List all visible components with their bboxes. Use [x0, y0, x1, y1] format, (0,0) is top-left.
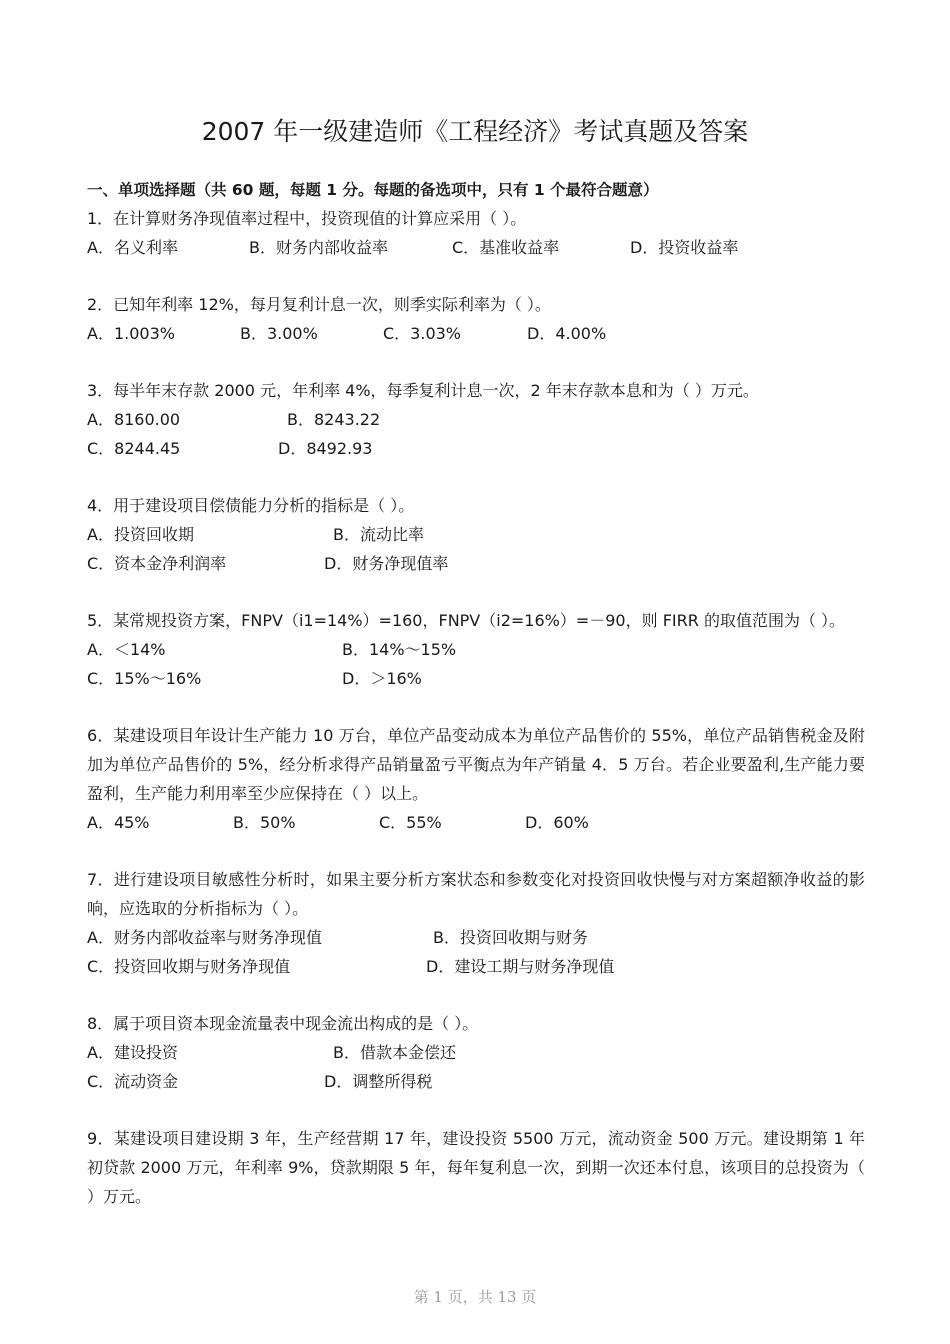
option-d: D．建设工期与财务净现值 — [426, 957, 615, 976]
option-d: D．投资收益率 — [630, 238, 739, 257]
option-a: A．财务内部收益率与财务净现值 — [87, 928, 322, 947]
document-title: 2007 年一级建造师《工程经济》考试真题及答案 — [201, 117, 749, 146]
option-a: A．8160.00 — [87, 410, 181, 429]
option-b: B．3.00% — [240, 324, 318, 343]
option-c: C．流动资金 — [87, 1072, 179, 1091]
option-a: A．45% — [87, 813, 150, 832]
option-b: B．14%～15% — [342, 640, 457, 659]
option-d: D．＞16% — [342, 669, 422, 688]
question-stem: 6．某建设项目年设计生产能力 10 万台，单位产品变动成本为单位产品售价的 55%，单位产品销售税金及附加为单位产品售价的 5%，经分析求得产品销量盈亏平衡点为年产销量 4．5 万台。若企业要盈利,生产能力要盈利，生产能力利用率至少应保持在（ ）以上。 — [87, 726, 865, 803]
question-stem: 8．属于项目资本现金流量表中现金流出构成的是（ ）。 — [87, 1014, 479, 1033]
option-b: B．流动比率 — [333, 525, 424, 544]
option-d: D．60% — [525, 813, 589, 832]
option-d: D．4.00% — [527, 324, 607, 343]
option-a: A．名义利率 — [87, 238, 178, 257]
question-stem: 3．每半年末存款 2000 元，年利率 4%，每季复利计息一次，2 年末存款本息和为（ ）万元。 — [87, 381, 759, 400]
option-c: C．3.03% — [383, 324, 462, 343]
option-a: A．1.003% — [87, 324, 175, 343]
option-a: A．＜14% — [87, 640, 166, 659]
option-b: B．财务内部收益率 — [249, 238, 388, 257]
option-c: C．55% — [379, 813, 442, 832]
option-b: B．借款本金偿还 — [333, 1043, 456, 1062]
section-heading: 一、单项选择题（共 60 题，每题 1 分。每题的备选项中，只有 1 个最符合题意） — [87, 181, 659, 199]
option-c: C．8244.45 — [87, 439, 181, 458]
option-d: D．财务净现值率 — [324, 554, 449, 573]
option-c: C．投资回收期与财务净现值 — [87, 957, 291, 976]
question-stem: 7．进行建设项目敏感性分析时，如果主要分析方案状态和参数变化对投资回收快慢与对方案超额净收益的影响，应选取的分析指标为（ ）。 — [87, 870, 865, 918]
option-c: C．15%～16% — [87, 669, 202, 688]
option-a: A．建设投资 — [87, 1043, 178, 1062]
option-a: A．投资回收期 — [87, 525, 194, 544]
question-stem: 5．某常规投资方案，FNPV（i1=14%）=160，FNPV（i2=16%）=－90，则 FIRR 的取值范围为（ ）。 — [87, 611, 846, 630]
question-stem: 2．已知年利率 12%，每月复利计息一次，则季实际利率为（ ）。 — [87, 295, 551, 314]
option-d: D．调整所得税 — [324, 1072, 433, 1091]
option-c: C．资本金净利润率 — [87, 554, 227, 573]
option-b: B．50% — [233, 813, 296, 832]
page-footer: 第 1 页，共 13 页 — [413, 1288, 537, 1306]
option-c: C．基准收益率 — [452, 238, 560, 257]
option-b: B．8243.22 — [287, 410, 381, 429]
option-d: D．8492.93 — [278, 439, 373, 458]
question-stem: 9．某建设项目建设期 3 年，生产经营期 17 年，建设投资 5500 万元，流动资金 500 万元。建设期第 1 年初贷款 2000 万元，年利率 9%，贷款期限 5 年，每年复利息一次，到期一次还本付息，该项目的总投资为（ ）万元。 — [87, 1129, 865, 1206]
question-stem: 1．在计算财务净现值率过程中，投资现值的计算应采用（ ）。 — [87, 209, 527, 228]
option-b: B．投资回收期与财务 — [433, 928, 588, 947]
question-stem: 4．用于建设项目偿债能力分析的指标是（ ）。 — [87, 496, 415, 515]
